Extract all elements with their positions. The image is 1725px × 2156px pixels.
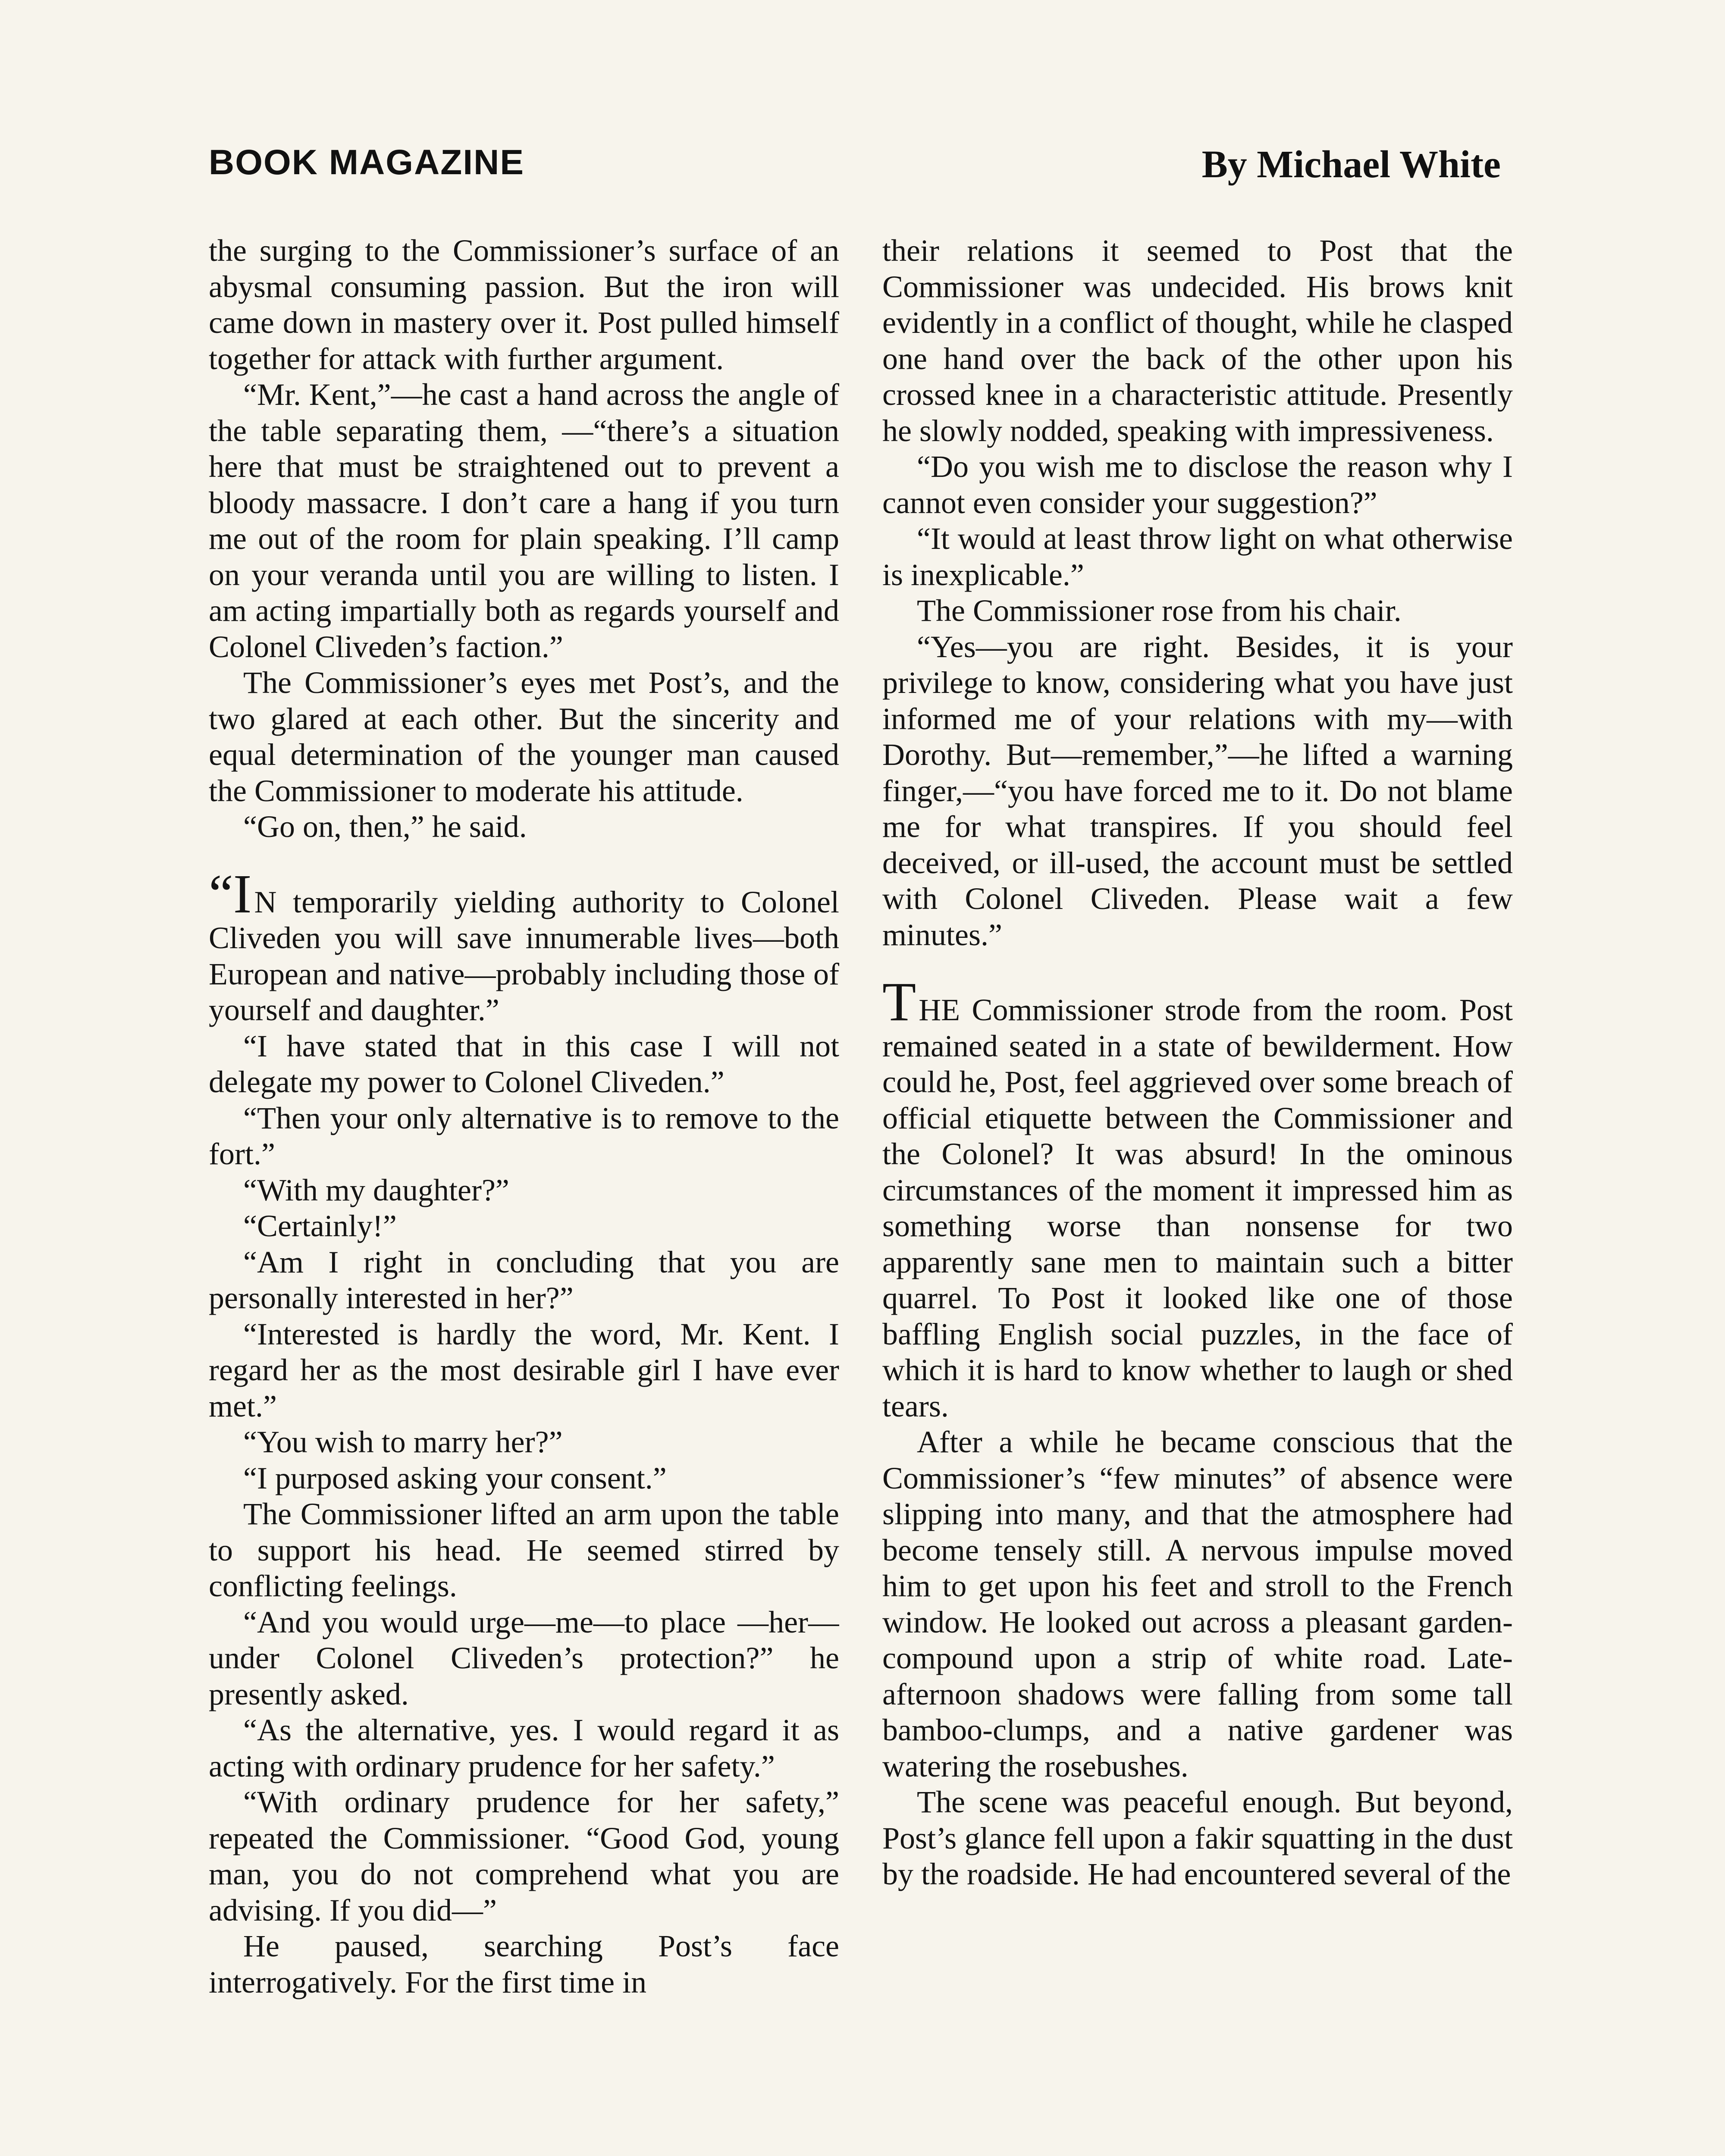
drop-cap: “I <box>209 863 252 924</box>
paragraph: The Commissioner’s eyes met Post’s, and the two glared at each other. But the sincerity and equal determination of the younger man caused the Commissioner to moderate his attitude. <box>209 665 839 808</box>
paragraph-text: N temporarily yielding authority to Colonel Cliveden you will save innumerable lives—both European and native—probably including those of yourself and daughter.” <box>209 884 839 1027</box>
drop-cap: T <box>882 971 916 1032</box>
left-column <box>209 233 839 2156</box>
paragraph: their relations it seemed to Post that the Commissioner was undecided. His brows knit evidently in a conflict of thought, while he clasped one hand over the back of the other upon his crossed knee in a characteristic attitude. Presently he slowly nodded, speaking with impressiveness. <box>882 233 1513 448</box>
paragraph: “Am I right in concluding that you are personally interested in her?” <box>209 1244 839 1315</box>
paragraph: “Then your only alternative is to remove to the fort.” <box>209 1100 839 1171</box>
paragraph: After a while he became conscious that the Commissioner’s “few minutes” of absence were slipping into many, and that the atmosphere had become tensely still. A nervous impulse moved him to get upon his feet and stroll to the French window. He looked out across a pleasant garden-compound upon a strip of white road. Late-afternoon shadows were falling from some tall bamboo-clumps, and a native gardener was watering the rosebushes. <box>882 1425 1513 1783</box>
running-head-author: By Michael White <box>1201 143 1501 186</box>
paragraph: “Interested is hardly the word, Mr. Kent. I regard her as the most desirable girl I have ever met.” <box>209 1316 839 1423</box>
paragraph: “It would at least throw light on what otherwise is inexplicable.” <box>882 521 1513 592</box>
paragraph: “Yes—you are right. Besides, it is your privilege to know, considering what you have just informed me of your relations with my—with Dorothy. But—remember,”—he lifted a warning finger,—“you have forced me to it. Do not blame me for what transpires. If you should feel deceived, or ill-used, the account must be settled with Colonel Cliveden. Please wait a few minutes.” <box>882 629 1513 952</box>
paragraph: “As the alternative, yes. I would regard it as acting with ordinary prudence for her safety.” <box>209 1713 839 1783</box>
paragraph: The Commissioner lifted an arm upon the table to support his head. He seemed stirred by conflicting feelings. <box>209 1497 839 1603</box>
paragraph: The Commissioner rose from his chair. <box>917 593 1402 628</box>
paragraph: “You wish to marry her?” <box>243 1425 563 1459</box>
paragraph: “With ordinary prudence for her safety,” repeated the Commissioner. “Good God, young man, you do not comprehend what you are advising. If you did—” <box>209 1785 839 1927</box>
paragraph: “Certainly!” <box>243 1209 397 1243</box>
paragraph: “With my daughter?” <box>243 1172 509 1207</box>
paragraph: The scene was peaceful enough. But beyond, Post’s glance fell upon a fakir squatting in the dust by the roadside. He had encountered several of the <box>882 1785 1513 1891</box>
running-head-magazine-title: BOOK MAGAZINE <box>209 143 525 182</box>
paragraph: “Mr. Kent,”—he cast a hand across the angle of the table separating them, —“there’s a situation here that must be straightened out to prevent a bloody massacre. I don’t care a hang if you turn me out of the room for plain speaking. I’ll camp on your veranda until you are willing to listen. I am acting impartially both as regards yourself and Colonel Cliveden’s faction.” <box>209 377 839 664</box>
paragraph-text: HE Commissioner strode from the room. Post remained seated in a state of bewilderment. How could he, Post, feel aggrieved over some breach of official etiquette between the Commissioner and the Colonel? It was absurd! In the ominous circumstances of the moment it impressed him as something worse than nonsense for two apparently sane men to maintain such a bitter quarrel. To Post it looked like one of those baffling English social puzzles, in the face of which it is hard to know whether to laugh or shed tears. <box>882 993 1513 1423</box>
paragraph: “I have stated that in this case I will not delegate my power to Colonel Cliveden.” <box>209 1028 839 1099</box>
paragraph: “I purposed asking your consent.” <box>243 1460 667 1495</box>
section-opening-paragraph <box>209 863 839 1028</box>
paragraph: “Do you wish me to disclose the reason why I cannot even consider your suggestion?” <box>882 449 1513 520</box>
paragraph: “And you would urge—me—to place —her—under Colonel Cliveden’s protection?” he presently asked. <box>209 1604 839 1711</box>
paragraph: He paused, searching Post’s face interrogatively. For the first time in <box>209 1929 839 1999</box>
paragraph: the surging to the Commissioner’s surface of an abysmal consuming passion. But the iron will came down in mastery over it. Post pulled himself together for attack with further argument. <box>209 233 839 376</box>
right-column <box>882 233 1513 2156</box>
section-opening-paragraph <box>882 971 1513 1424</box>
paragraph: “Go on, then,” he said. <box>243 809 527 844</box>
